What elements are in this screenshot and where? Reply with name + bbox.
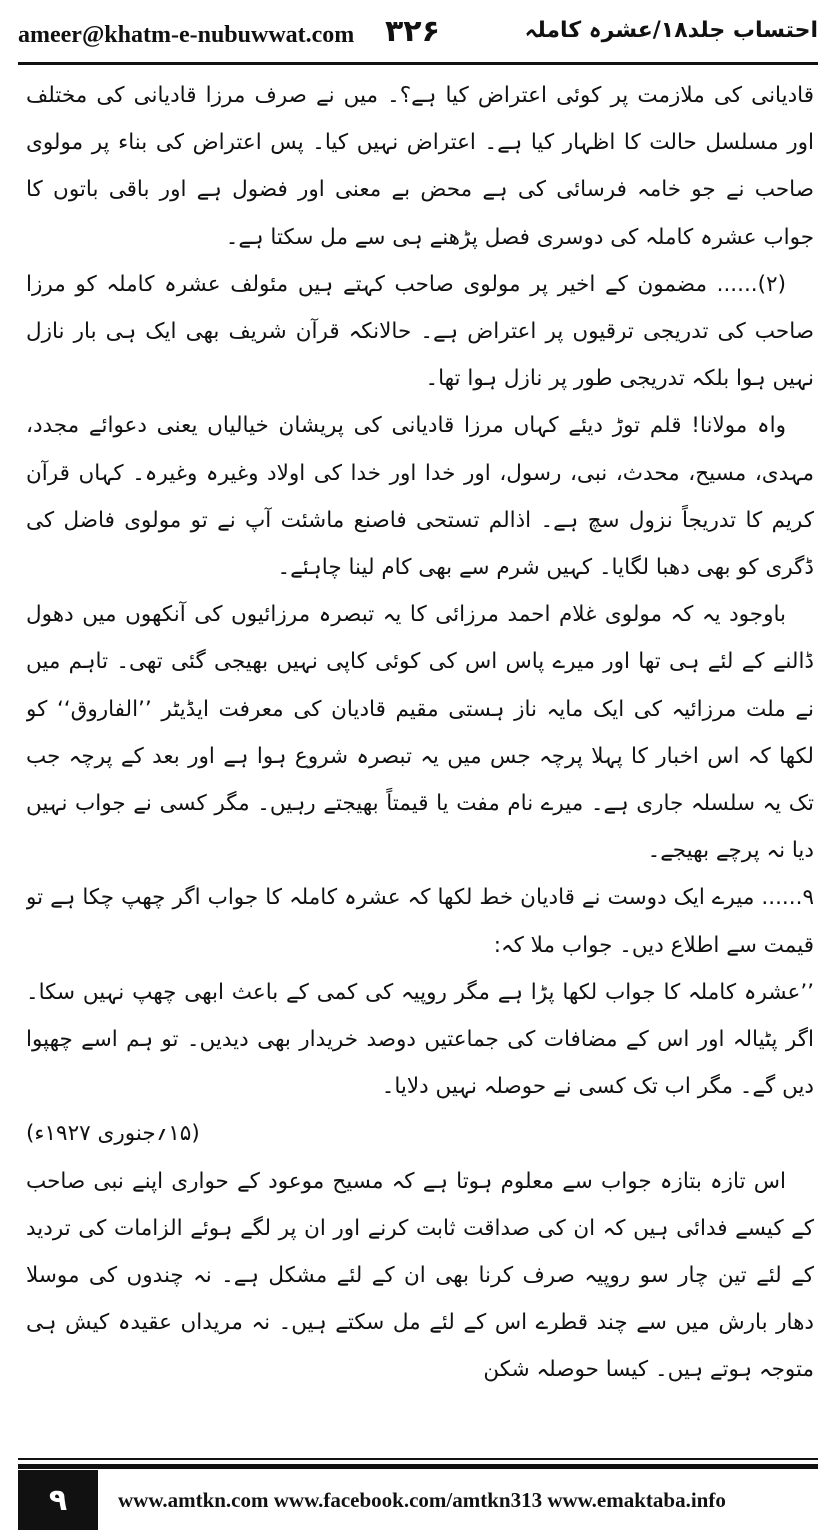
header-rule xyxy=(18,62,818,65)
header-email: ameer@khatm-e-nubuwwat.com xyxy=(18,22,355,48)
footer-rule-thick xyxy=(18,1464,818,1469)
body-text xyxy=(26,72,814,1442)
footer-rule-thin xyxy=(18,1458,818,1460)
paragraph-3: واہ مولانا! قلم توڑ دیئے کہاں مرزا قادیانی کی پریشان خیالیاں یعنی دعوائے مجدد، مہدی، مسیح، محدث، نبی، رسول، اور خدا اور خدا کی اولاد وغیرہ وغیرہ۔ کہاں قرآن کریم کا تدریجاً نزول سچ ہے۔ اذالم تستحی فاصنع ماشئت آپ نے تو مولوی فاضل کی ڈگری کو بھی دھبا لگایا۔ کہیں شرم سے بھی کام لینا چاہئے۔ xyxy=(26,413,814,581)
footer-page-number: ۹ xyxy=(18,1470,98,1530)
paragraph-5: ۹...... میرے ایک دوست نے قادیان خط لکھا کہ عشرہ کاملہ کا جواب اگر چھپ چکا ہے تو قیمت سے اطلاع دیں۔ جواب ملا کہ: xyxy=(26,885,814,958)
footer-links: www.amtkn.com www.facebook.com/amtkn313 www.emaktaba.info xyxy=(118,1488,726,1512)
paragraph-4: باوجود یہ کہ مولوی غلام احمد مرزائی کا یہ تبصرہ مرزائیوں کی آنکھوں میں دھول ڈالنے کے لئے ہی تھا اور میرے پاس اس کی کوئی کاپی نہیں بھیجی گئی تھی۔ تاہم میں نے ملت مرزائیہ کی ایک مایہ ناز ہستی مقیم قادیان کی معرفت ایڈیٹر ’’الفاروق‘‘ کو لکھا کہ اس اخبار کا پہلا پرچہ جس میں یہ تبصرہ شروع ہوا ہے اور بعد کے پرچہ جب تک یہ سلسلہ جاری ہے۔ میرے نام مفت یا قیمتاً بھیجتے رہیں۔ مگر کسی نے جواب نہیں دیا نہ پرچے بھیجے۔ xyxy=(26,602,814,864)
quote-paragraph: ’’عشرہ کاملہ کا جواب لکھا پڑا ہے مگر روپیہ کی کمی کے باعث ابھی چھپ نہیں سکا۔ اگر پٹیالہ اور اس کے مضافات کی جماعتیں دوصد خریدار بھی دیدیں۔ تو ہم اسے چھپوا دیں گے۔ مگر اب تک کسی نے حوصلہ نہیں دلایا۔ xyxy=(26,979,814,1100)
paragraph-1: قادیانی کی ملازمت پر کوئی اعتراض کیا ہے؟۔ میں نے صرف مرزا قادیانی کی مختلف اور مسلسل حالت کا اظہار کیا ہے۔ اعتراض نہیں کیا۔ پس اعتراض کی بناء پر مولوی صاحب نے جو خامہ فرسائی کی ہے محض بے معنی اور فضول ہے اور باقی باتوں کا جواب عشرہ کاملہ کی دوسری فصل پڑھنے ہی سے مل سکتا ہے۔ xyxy=(26,83,814,250)
quote-date: (۱۵؍جنوری ۱۹۲۷ء) xyxy=(26,1121,200,1147)
paragraph-7: اس تازہ بتازہ جواب سے معلوم ہوتا ہے کہ مسیح موعود کے حواری اپنے نبی صاحب کے کیسے فدائی ہیں کہ ان کی صداقت ثابت کرنے اور ان پر لگے ہوئے الزامات کی تردید کے لئے تین چار سو روپیہ صرف کرنا بھی ان کے لئے مشکل ہے۔ نہ چندوں کی موسلا دھار بارش میں سے چند قطرے اس کے لئے مل سکتے ہیں۔ نہ مریداں عقیدہ کیش ہی متوجہ ہوتے ہیں۔ کیسا حوصلہ شکن xyxy=(26,1168,814,1383)
header-title: احتساب جلد۱۸/عشرہ کاملہ xyxy=(524,18,818,43)
quote-date-line xyxy=(26,1110,814,1157)
paragraph-2: (۲)...... مضمون کے اخیر پر مولوی صاحب کہتے ہیں مئولف عشرہ کاملہ کو مرزا صاحب کی تدریجی ترقیوں پر اعتراض ہے۔ حالانکہ قرآن شریف بھی ایک ہی بار نازل نہیں ہوا بلکہ تدریجی طور پر نازل ہوا تھا۔ xyxy=(26,271,814,392)
header-page-number: ۳۲۶ xyxy=(385,14,440,49)
